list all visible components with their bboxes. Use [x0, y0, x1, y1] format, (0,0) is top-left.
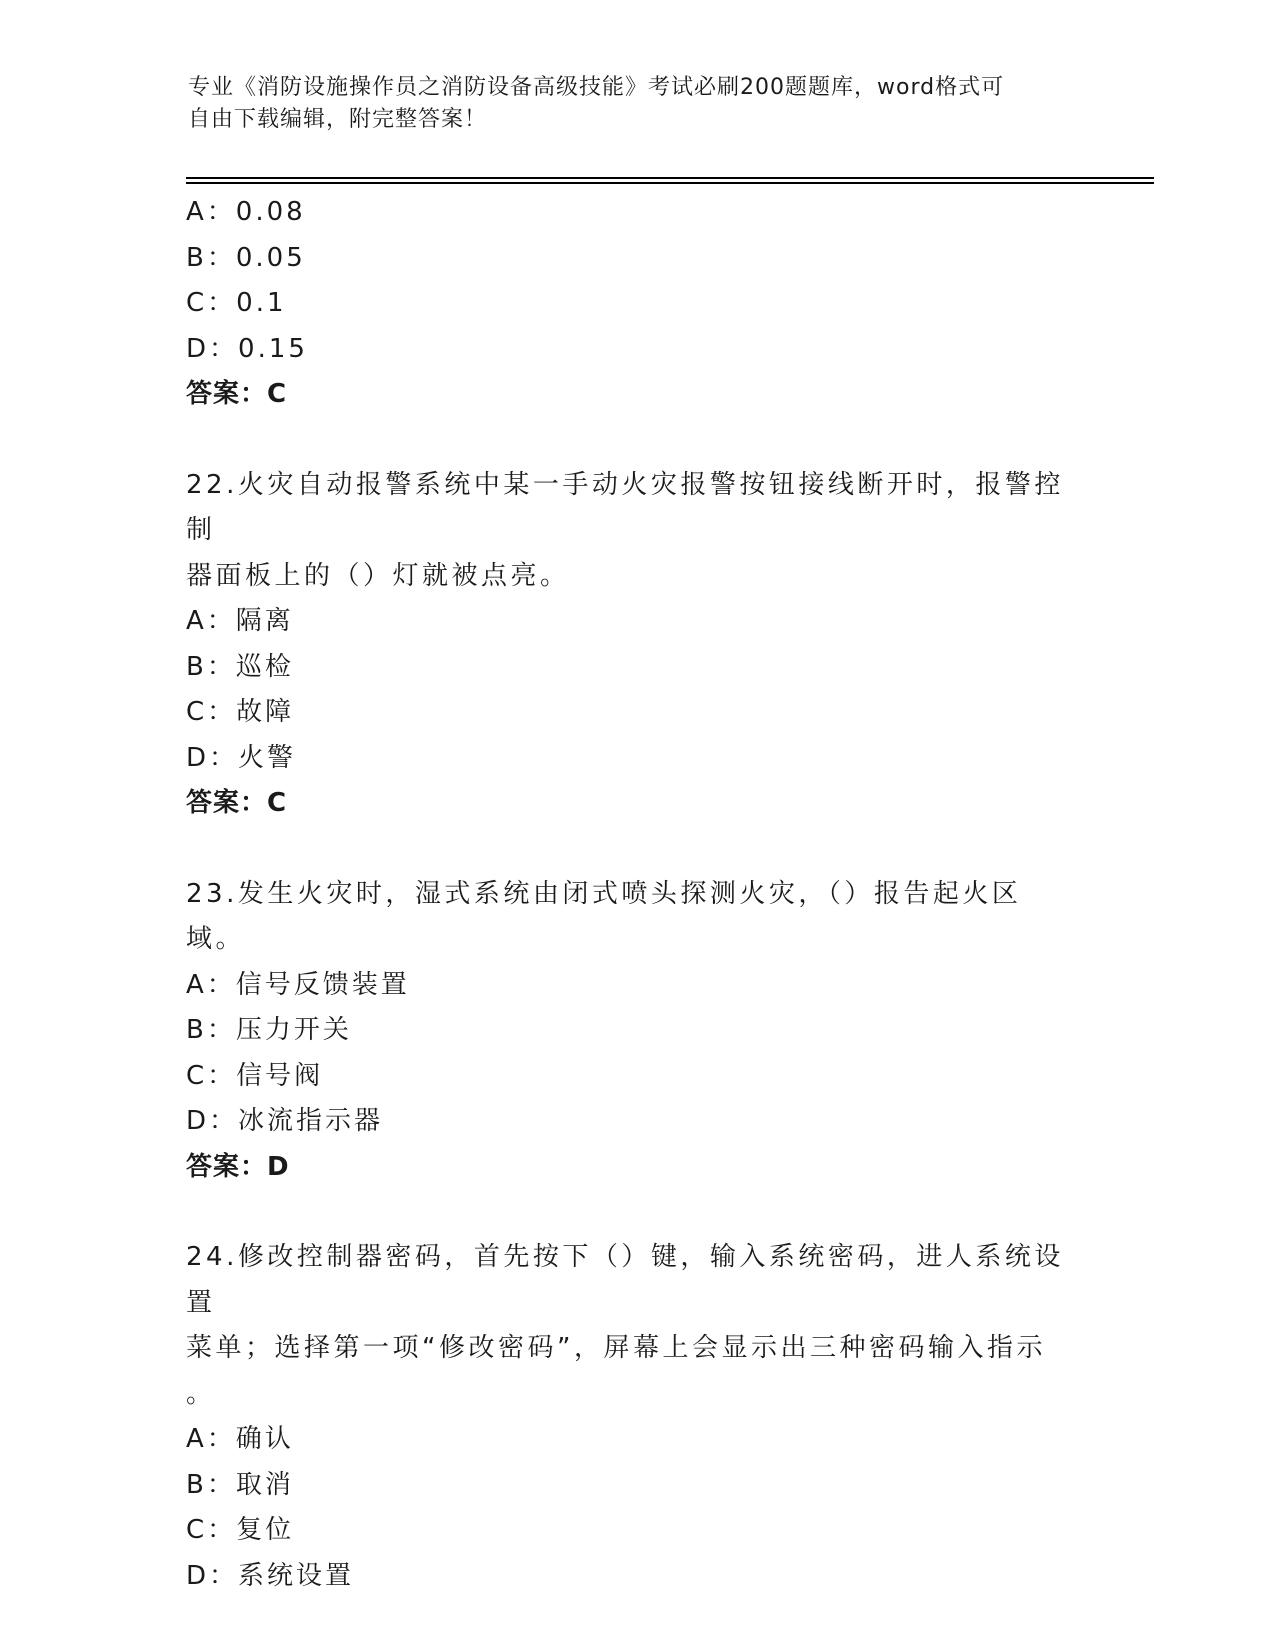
option-label: A：	[186, 197, 236, 227]
option-label: B：	[186, 1469, 236, 1500]
spacer	[186, 1190, 1086, 1235]
question-text-line-3: 。	[186, 1378, 216, 1409]
option-text: 取消	[235, 1469, 294, 1500]
header-line-2: 自由下载编辑，附完整答案！	[188, 107, 488, 132]
option-label: D：	[186, 742, 239, 773]
option-a	[186, 1417, 1086, 1463]
option-label: A：	[186, 606, 236, 636]
option-label: A：	[186, 1424, 236, 1454]
option-label: D：	[186, 333, 239, 364]
option-c	[186, 1508, 1086, 1554]
option-label: C：	[186, 697, 237, 727]
option-text: 压力开关	[235, 1015, 352, 1045]
question-list	[186, 190, 1086, 1599]
option-text: 冰流指示器	[238, 1106, 384, 1136]
option-label: C：	[186, 1060, 237, 1091]
option-label: B：	[186, 1015, 236, 1045]
option-text: 0.1	[236, 288, 287, 318]
option-b	[186, 1008, 1086, 1054]
question-text-line-1: 23.发生火灾时，湿式系统由闭式喷头探测火灾，（）报告起火区域。	[186, 878, 1022, 954]
option-text: 信号阀	[236, 1060, 324, 1091]
option-d	[186, 1554, 1086, 1600]
option-c	[186, 281, 1086, 327]
option-text: 0.15	[238, 333, 308, 364]
option-label: B：	[186, 242, 236, 273]
question-text-line-1: 24.修改控制器密码，首先按下（）键，输入系统密码，进人系统设置	[186, 1242, 1064, 1318]
question-21	[186, 190, 1086, 418]
option-b	[186, 645, 1086, 691]
option-c	[186, 1054, 1086, 1100]
option-d	[186, 736, 1086, 782]
option-text: 故障	[236, 697, 295, 727]
question-text-line-1: 22.火灾自动报警系统中某一手动火灾报警按钮接线断开时，报警控制	[186, 469, 1064, 545]
answer-line: 答案：D	[186, 1151, 290, 1182]
question-23	[186, 872, 1086, 1191]
option-b	[186, 1463, 1086, 1509]
answer-line: 答案：C	[186, 788, 288, 818]
option-text: 火警	[238, 742, 297, 773]
option-c	[186, 690, 1086, 736]
option-a	[186, 190, 1086, 236]
option-text: 0.08	[235, 197, 306, 227]
option-text: 系统设置	[238, 1560, 355, 1591]
option-d	[186, 327, 1086, 373]
option-a	[186, 963, 1086, 1009]
header-divider-bottom	[186, 182, 1154, 184]
header-divider-top	[186, 177, 1154, 179]
option-text: 复位	[236, 1515, 295, 1545]
option-text: 隔离	[235, 606, 294, 636]
option-label: D：	[186, 1106, 239, 1136]
answer-line: 答案：C	[186, 379, 288, 409]
option-text: 巡检	[235, 651, 294, 682]
option-text: 0.05	[235, 242, 306, 273]
option-label: C：	[186, 288, 237, 318]
header-line-1: 专业《消防设施操作员之消防设备高级技能》考试必刷200题题库，word格式可	[188, 75, 1005, 100]
question-24	[186, 1235, 1086, 1599]
option-text: 信号反馈装置	[235, 969, 410, 1000]
option-label: A：	[186, 969, 236, 1000]
option-label: D：	[186, 1560, 239, 1591]
document-header	[188, 72, 1068, 136]
option-b	[186, 236, 1086, 282]
option-label: B：	[186, 651, 236, 682]
question-text-line-2: 菜单；选择第一项“修改密码”，屏幕上会显示出三种密码输入指示	[186, 1333, 1046, 1363]
spacer	[186, 418, 1086, 463]
question-22	[186, 463, 1086, 827]
option-d	[186, 1099, 1086, 1145]
spacer	[186, 827, 1086, 872]
option-a	[186, 599, 1086, 645]
question-text-line-2: 器面板上的（）灯就被点亮。	[186, 560, 570, 591]
option-label: C：	[186, 1515, 237, 1545]
option-text: 确认	[235, 1424, 294, 1454]
